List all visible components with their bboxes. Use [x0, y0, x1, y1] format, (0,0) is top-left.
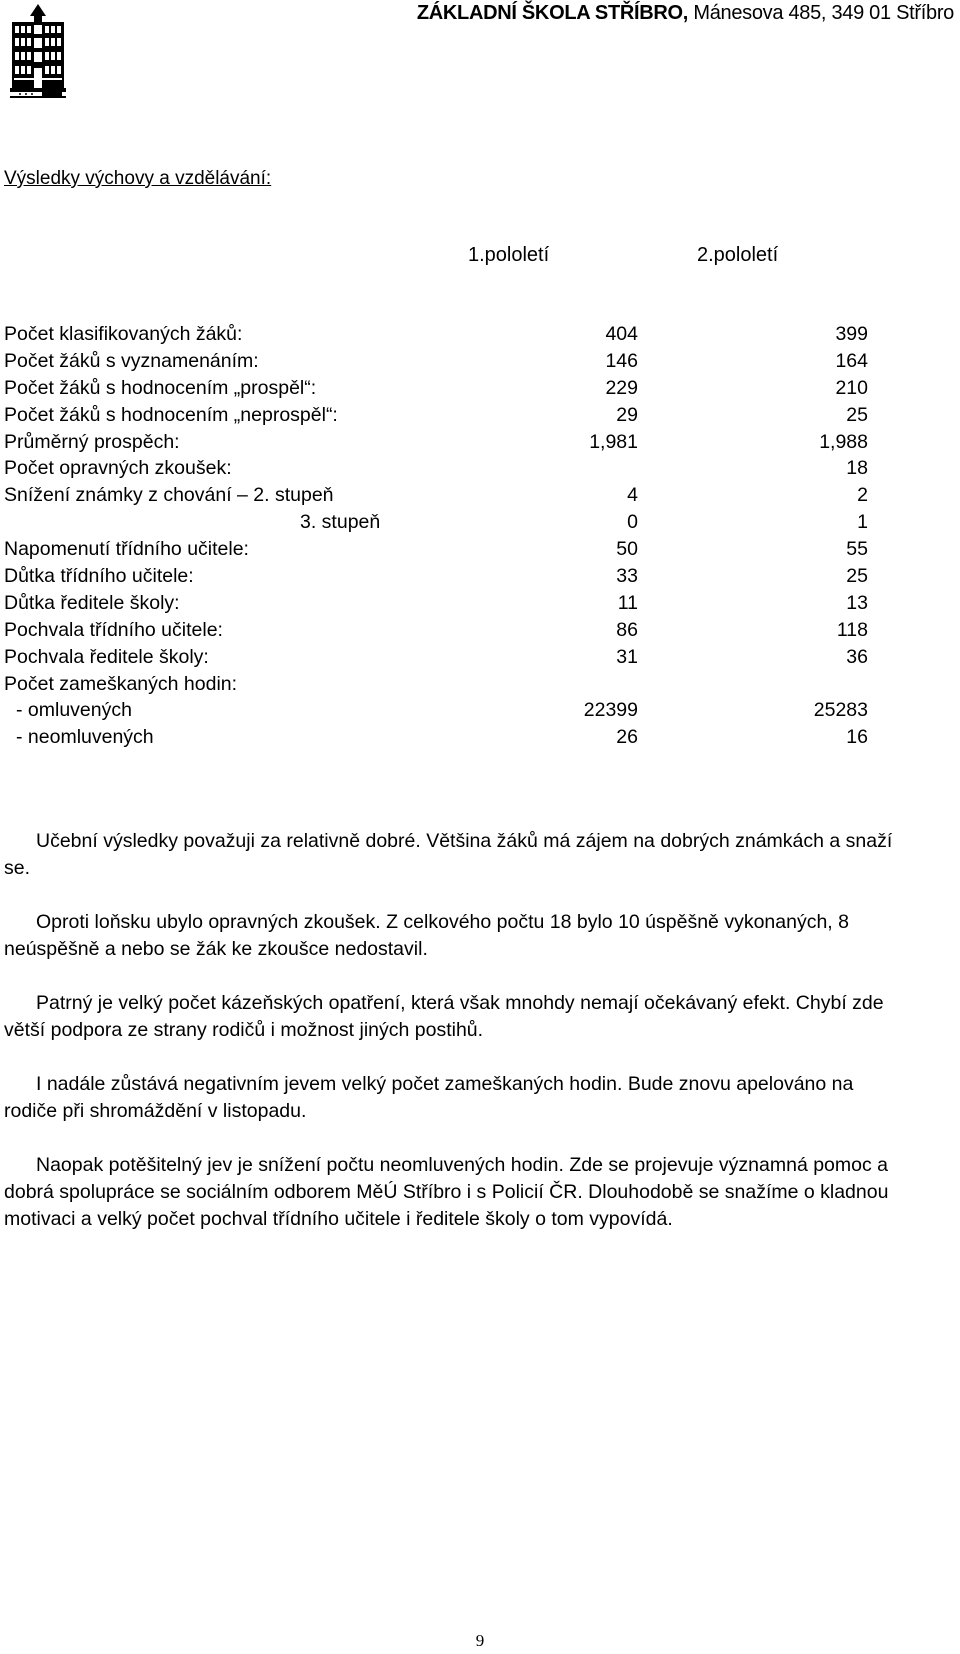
value-semester-1: 50 [616, 538, 638, 561]
row-label: Počet žáků s hodnocením „prospěl“: [4, 376, 317, 399]
value-semester-2: 25 [846, 403, 868, 426]
paragraph: Naopak potěšitelný jev je snížení počtu neomluvených hodin. Zde se projevuje významná pomoc a dobrá spolupráce se sociálním odborem MěÚ Stříbro i s Policií ČR. Dlouhodobě se snažíme o kladnou motivaci a velký počet pochval třídního učitele i ředitele školy o tom vypovídá. [4, 1154, 889, 1230]
table-row [0, 538, 960, 565]
row-label: Průměrný prospěch: [4, 430, 180, 453]
paragraph: Patrný je velký počet kázeňských opatření, která však mnohdy nemají očekávaný efekt. Chybí zde větší podpora ze strany rodičů i možnost jiných postihů. [4, 992, 884, 1041]
table-row [0, 350, 960, 377]
value-semester-1: 1,981 [589, 430, 638, 453]
table-row [0, 565, 960, 592]
value-semester-1: 29 [616, 403, 638, 426]
row-label: Napomenutí třídního učitele: [4, 538, 249, 561]
table-row [0, 619, 960, 646]
row-label: - neomluvených [16, 726, 154, 749]
row-label: Důtka ředitele školy: [4, 591, 180, 614]
value-semester-2: 1,988 [819, 430, 868, 453]
paragraph: I nadále zůstává negativním jevem velký počet zameškaných hodin. Bude znovu apelováno na rodiče při shromáždění v listopadu. [4, 1073, 854, 1122]
table-row [0, 673, 960, 700]
value-semester-2: 210 [835, 376, 868, 399]
column-header-semester-1: 1.pololetí [468, 244, 550, 266]
row-label: Počet zameškaných hodin: [4, 672, 238, 695]
value-semester-1: 26 [616, 726, 638, 749]
page-number: 9 [475, 1631, 485, 1650]
value-semester-2: 118 [836, 618, 868, 641]
paragraph: Oproti loňsku ubylo opravných zkoušek. Z celkového počtu 18 bylo 10 úspěšně vykonaných, 8 neúspěšně a nebo se žák ke zkoušce nedostavil. [4, 911, 849, 960]
table-row [0, 511, 960, 538]
table-row [0, 726, 960, 753]
value-semester-2: 16 [846, 726, 868, 749]
row-label: Pochvala ředitele školy: [4, 645, 209, 668]
value-semester-2: 2 [857, 484, 868, 507]
value-semester-1: 229 [605, 376, 638, 399]
document-header [417, 2, 954, 25]
table-row [0, 699, 960, 726]
value-semester-1: 33 [616, 565, 638, 588]
value-semester-2: 55 [846, 538, 868, 561]
value-semester-1: 4 [627, 484, 638, 507]
row-label: Snížení známky z chování – 2. stupeň [4, 484, 334, 507]
value-semester-2: 164 [835, 349, 868, 372]
row-label: Počet klasifikovaných žáků: [4, 323, 243, 345]
value-semester-1: 0 [627, 511, 638, 534]
value-semester-2: 25283 [813, 699, 868, 722]
table-row [0, 377, 960, 404]
value-semester-2: 25 [846, 565, 868, 588]
value-semester-1: 404 [605, 323, 638, 345]
results-table [0, 323, 960, 753]
school-building-icon [10, 2, 66, 104]
value-semester-1: 31 [616, 645, 638, 668]
row-label: Důtka třídního učitele: [4, 565, 194, 588]
row-label: 3. stupeň [300, 511, 381, 534]
school-address: Mánesova 485, 349 01 Stříbro [688, 2, 954, 24]
table-row [0, 457, 960, 484]
value-semester-2: 1 [857, 511, 868, 534]
school-name: ZÁKLADNÍ ŠKOLA STŘÍBRO, [416, 2, 689, 24]
value-semester-1: 22399 [583, 699, 638, 722]
row-label: Počet žáků s vyznamenáním: [4, 349, 259, 372]
value-semester-1: 86 [616, 618, 638, 641]
row-label: Pochvala třídního učitele: [4, 618, 223, 641]
value-semester-1: 146 [605, 349, 638, 372]
table-row [0, 404, 960, 431]
value-semester-2: 18 [846, 457, 868, 480]
table-row [0, 646, 960, 673]
value-semester-2: 13 [846, 591, 868, 614]
row-label: Počet žáků s hodnocením „neprospěl“: [4, 403, 338, 426]
table-row [0, 592, 960, 619]
table-row [0, 484, 960, 511]
paragraph: Učební výsledky považuji za relativně dobré. Většina žáků má zájem na dobrých známkách a snaží se. [4, 830, 893, 879]
column-header-semester-2: 2.pololetí [697, 244, 779, 266]
value-semester-2: 399 [835, 323, 868, 345]
row-label: Počet opravných zkoušek: [4, 457, 232, 480]
value-semester-2: 36 [846, 645, 868, 668]
table-row [0, 431, 960, 458]
section-title: Výsledky výchovy a vzdělávání: [4, 168, 272, 189]
row-label: - omluvených [16, 699, 132, 722]
table-row [0, 323, 960, 350]
commentary [4, 828, 904, 1260]
value-semester-1: 11 [617, 591, 638, 614]
